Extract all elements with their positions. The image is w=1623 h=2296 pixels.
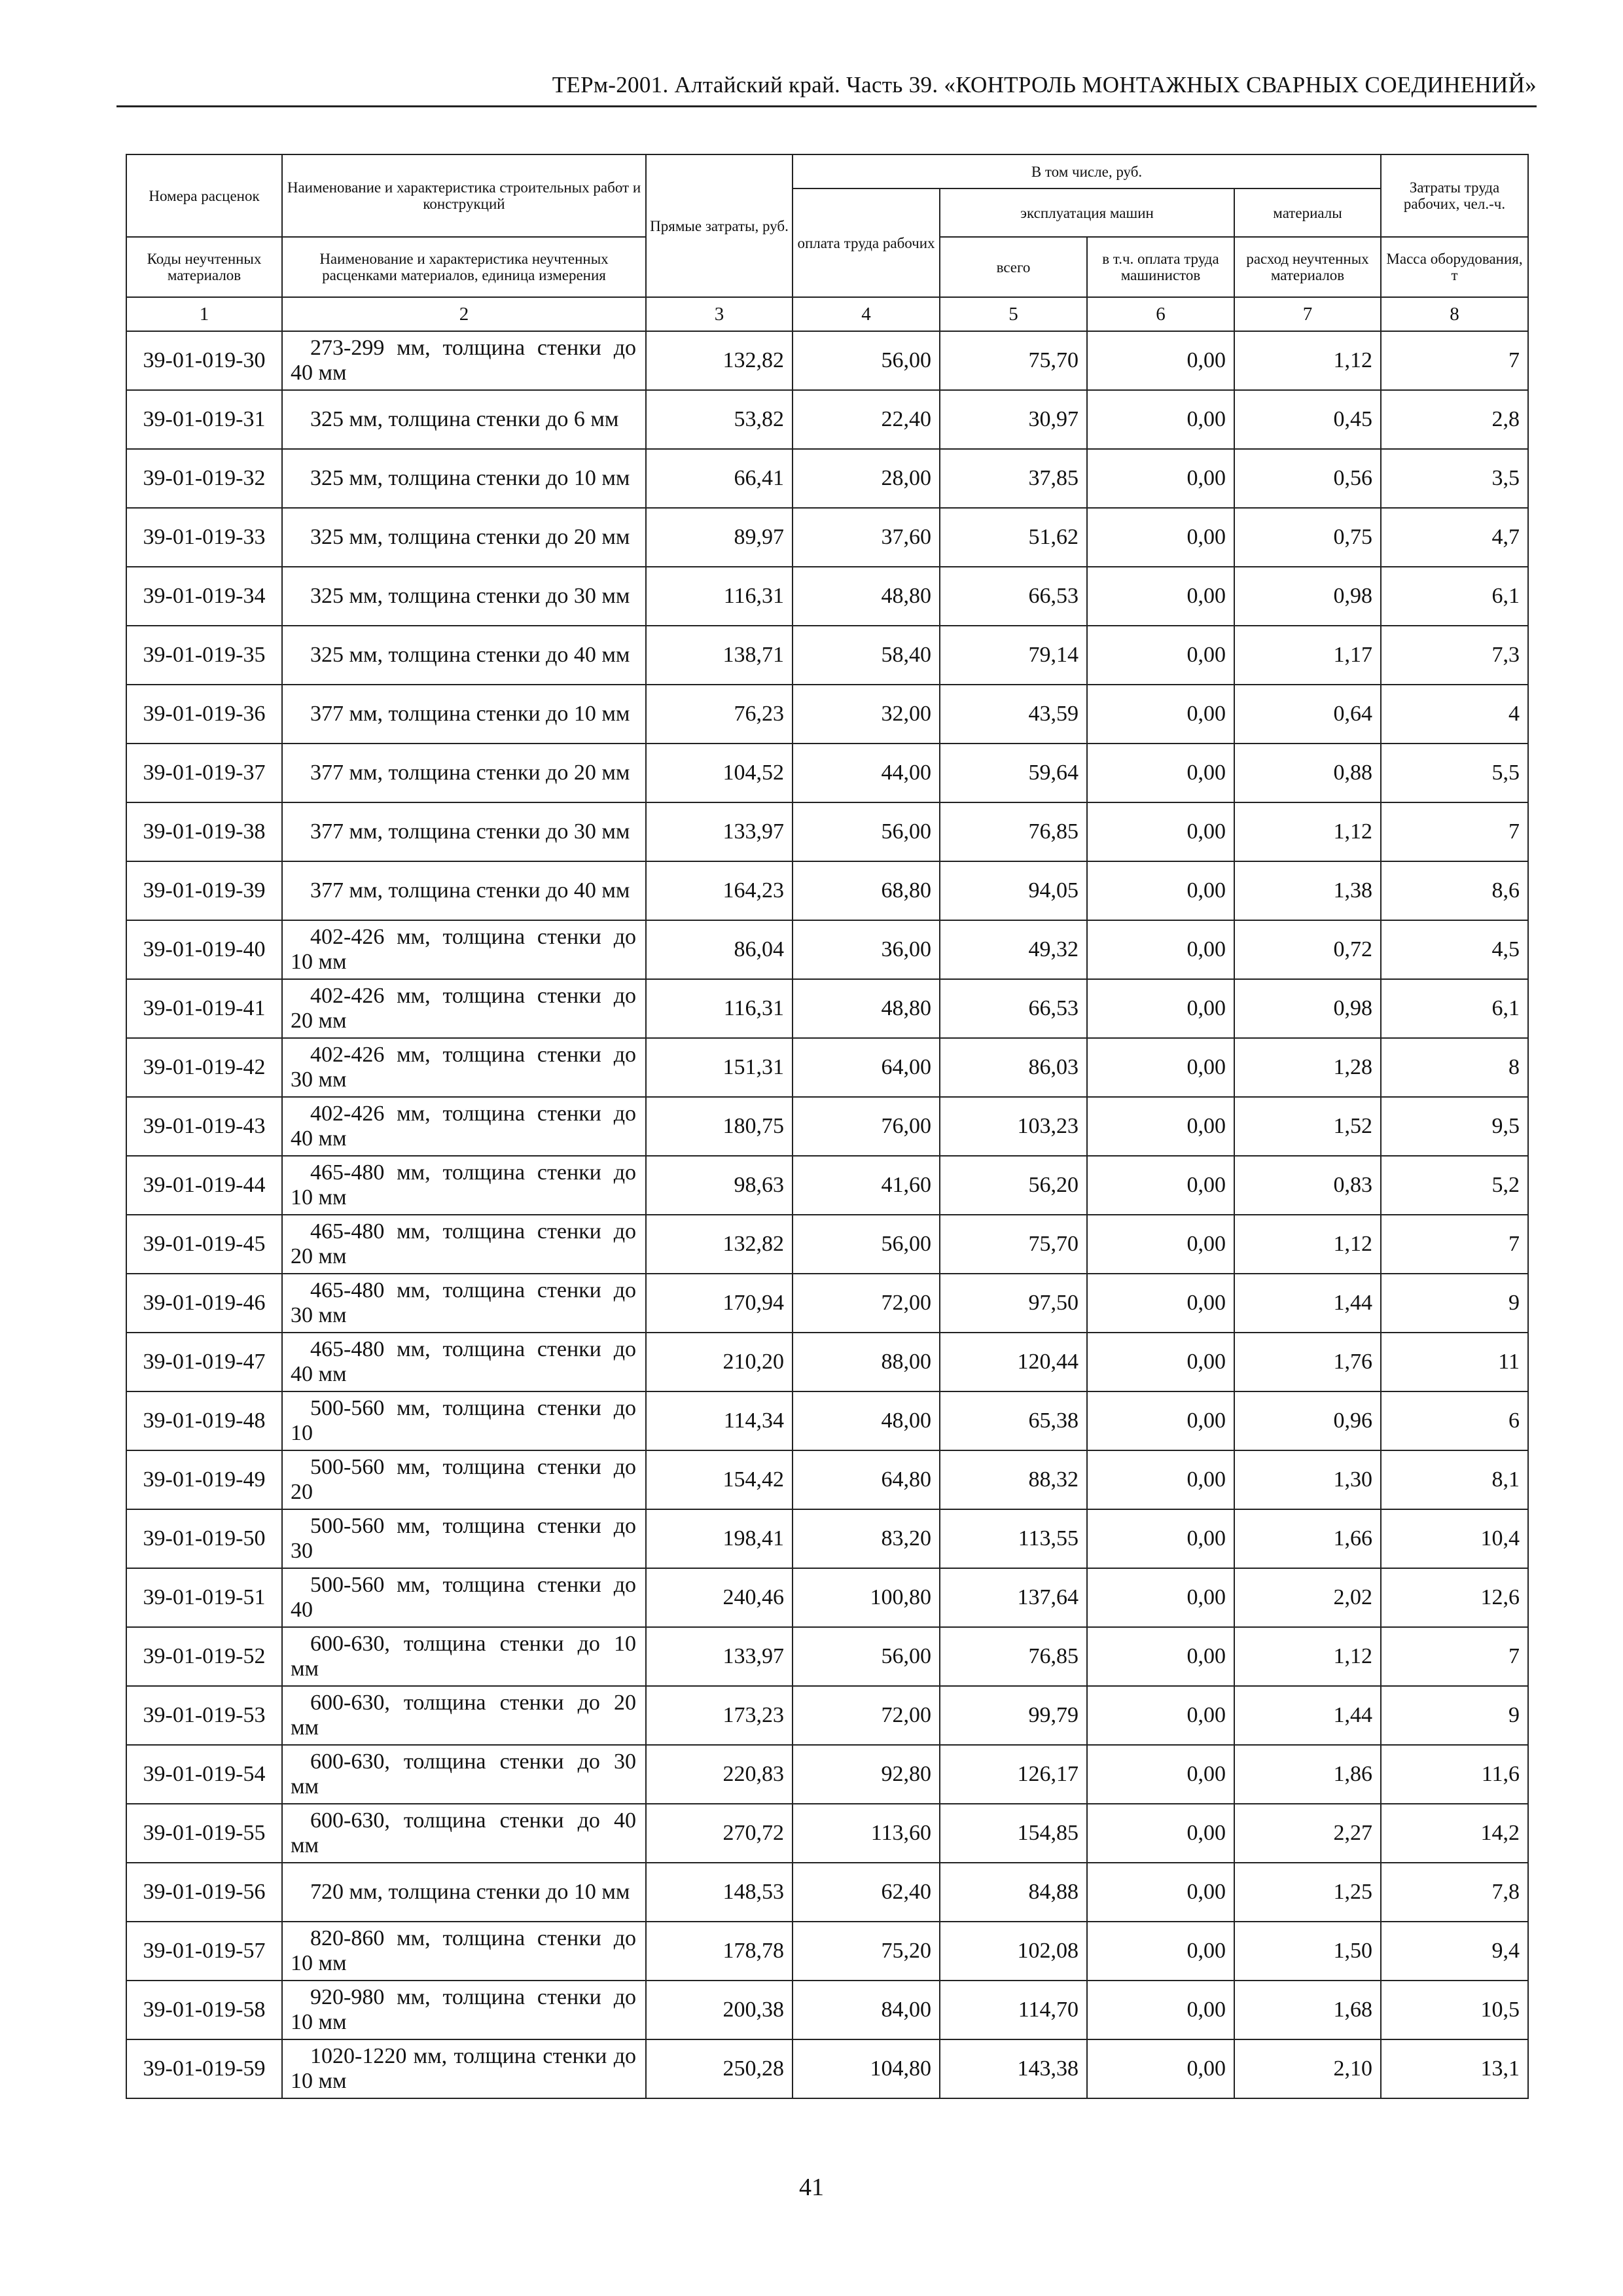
machines-total-cell: 154,85 [940,1804,1087,1863]
rate-code-cell: 39-01-019-45 [126,1215,282,1274]
operator-wages-cell: 0,00 [1087,1981,1234,2039]
materials-cell: 1,66 [1234,1509,1381,1568]
labor-hours-cell: 7,8 [1381,1863,1528,1922]
work-description-cell: 325 мм, толщина стенки до 20 мм [282,508,646,567]
work-description-cell: 465-480 мм, толщина стенки до 30 мм [282,1274,646,1333]
worker-wages-cell: 32,00 [793,685,940,744]
materials-cell: 1,44 [1234,1274,1381,1333]
table-row [126,1568,1528,1627]
worker-wages-cell: 41,60 [793,1156,940,1215]
machines-total-cell: 126,17 [940,1745,1087,1804]
work-description-cell: 1020-1220 мм, толщина стенки до 10 мм [282,2039,646,2098]
labor-hours-cell: 9,4 [1381,1922,1528,1981]
materials-cell: 0,64 [1234,685,1381,744]
work-description-cell: 325 мм, толщина стенки до 30 мм [282,567,646,626]
operator-wages-cell: 0,00 [1087,508,1234,567]
direct-costs-cell: 198,41 [646,1509,793,1568]
header-cell-rate-numbers: Номера расценок [126,154,282,237]
work-description-cell: 720 мм, толщина стенки до 10 мм [282,1863,646,1922]
table-row [126,449,1528,508]
operator-wages-cell: 0,00 [1087,1922,1234,1981]
work-description-cell: 500-560 мм, толщина стенки до 20 [282,1450,646,1509]
worker-wages-cell: 72,00 [793,1274,940,1333]
materials-cell: 1,38 [1234,861,1381,920]
column-number: 1 [126,297,282,331]
table-row [126,861,1528,920]
worker-wages-cell: 56,00 [793,331,940,390]
table-row [126,1804,1528,1863]
machines-total-cell: 56,20 [940,1156,1087,1215]
work-description-cell: 325 мм, толщина стенки до 10 мм [282,449,646,508]
work-description-cell: 377 мм, толщина стенки до 40 мм [282,861,646,920]
header-cell-equipment-mass: Масса оборудования, т [1381,237,1528,297]
rate-code-cell: 39-01-019-30 [126,331,282,390]
direct-costs-cell: 89,97 [646,508,793,567]
work-description-cell: 377 мм, толщина стенки до 10 мм [282,685,646,744]
worker-wages-cell: 76,00 [793,1097,940,1156]
work-description-cell: 465-480 мм, толщина стенки до 40 мм [282,1333,646,1391]
operator-wages-cell: 0,00 [1087,1509,1234,1568]
labor-hours-cell: 7 [1381,1215,1528,1274]
column-number: 7 [1234,297,1381,331]
materials-cell: 0,56 [1234,449,1381,508]
machines-total-cell: 37,85 [940,449,1087,508]
header-cell-worker-wages: оплата труда рабочих [793,188,940,297]
labor-hours-cell: 4,7 [1381,508,1528,567]
table-row [126,567,1528,626]
table-row [126,1981,1528,2039]
table-row [126,1745,1528,1804]
materials-cell: 0,45 [1234,390,1381,449]
operator-wages-cell: 0,00 [1087,1450,1234,1509]
column-number: 4 [793,297,940,331]
rate-code-cell: 39-01-019-59 [126,2039,282,2098]
table-body [126,154,1528,2098]
worker-wages-cell: 22,40 [793,390,940,449]
direct-costs-cell: 86,04 [646,920,793,979]
labor-hours-cell: 13,1 [1381,2039,1528,2098]
labor-hours-cell: 6,1 [1381,979,1528,1038]
labor-hours-cell: 8,6 [1381,861,1528,920]
labor-hours-cell: 9 [1381,1686,1528,1745]
direct-costs-cell: 270,72 [646,1804,793,1863]
table-row [126,626,1528,685]
running-header-title: ТЕРм-2001. Алтайский край. Часть 39. «КОНТРОЛЬ МОНТАЖНЫХ СВАРНЫХ СОЕДИНЕНИЙ» [552,72,1537,98]
rate-code-cell: 39-01-019-48 [126,1391,282,1450]
machines-total-cell: 66,53 [940,567,1087,626]
materials-cell: 1,12 [1234,802,1381,861]
worker-wages-cell: 64,80 [793,1450,940,1509]
machines-total-cell: 102,08 [940,1922,1087,1981]
operator-wages-cell: 0,00 [1087,626,1234,685]
rate-code-cell: 39-01-019-49 [126,1450,282,1509]
direct-costs-cell: 98,63 [646,1156,793,1215]
materials-cell: 1,86 [1234,1745,1381,1804]
operator-wages-cell: 0,00 [1087,1215,1234,1274]
work-description-cell: 500-560 мм, толщина стенки до 40 [282,1568,646,1627]
worker-wages-cell: 48,00 [793,1391,940,1450]
rate-code-cell: 39-01-019-52 [126,1627,282,1686]
materials-cell: 1,52 [1234,1097,1381,1156]
work-description-cell: 820-860 мм, толщина стенки до 10 мм [282,1922,646,1981]
worker-wages-cell: 48,80 [793,567,940,626]
machines-total-cell: 143,38 [940,2039,1087,2098]
table-row [126,331,1528,390]
work-description-cell: 600-630, толщина стенки до 20 мм [282,1686,646,1745]
header-row-1 [126,154,1528,188]
operator-wages-cell: 0,00 [1087,1568,1234,1627]
direct-costs-cell: 210,20 [646,1333,793,1391]
worker-wages-cell: 58,40 [793,626,940,685]
direct-costs-cell: 220,83 [646,1745,793,1804]
labor-hours-cell: 7,3 [1381,626,1528,685]
rate-code-cell: 39-01-019-40 [126,920,282,979]
rate-code-cell: 39-01-019-55 [126,1804,282,1863]
labor-hours-cell: 10,5 [1381,1981,1528,2039]
rate-code-cell: 39-01-019-32 [126,449,282,508]
operator-wages-cell: 0,00 [1087,1156,1234,1215]
materials-cell: 2,02 [1234,1568,1381,1627]
rate-code-cell: 39-01-019-46 [126,1274,282,1333]
column-number: 2 [282,297,646,331]
materials-cell: 1,25 [1234,1863,1381,1922]
header-cell-including-group: В том числе, руб. [793,154,1381,188]
worker-wages-cell: 56,00 [793,1215,940,1274]
materials-cell: 0,98 [1234,979,1381,1038]
labor-hours-cell: 4 [1381,685,1528,744]
work-description-cell: 377 мм, толщина стенки до 20 мм [282,744,646,802]
table-row [126,1450,1528,1509]
header-cell-material-names: Наименование и характеристика неучтенных расценками материалов, единица измерения [282,237,646,297]
table-row [126,802,1528,861]
work-description-cell: 377 мм, толщина стенки до 30 мм [282,802,646,861]
operator-wages-cell: 0,00 [1087,449,1234,508]
direct-costs-cell: 53,82 [646,390,793,449]
machines-total-cell: 97,50 [940,1274,1087,1333]
rate-code-cell: 39-01-019-57 [126,1922,282,1981]
table-row [126,1274,1528,1333]
operator-wages-cell: 0,00 [1087,1333,1234,1391]
labor-hours-cell: 9 [1381,1274,1528,1333]
labor-hours-cell: 10,4 [1381,1509,1528,1568]
machines-total-cell: 114,70 [940,1981,1087,2039]
materials-cell: 2,27 [1234,1804,1381,1863]
direct-costs-cell: 133,97 [646,1627,793,1686]
materials-cell: 2,10 [1234,2039,1381,2098]
machines-total-cell: 137,64 [940,1568,1087,1627]
direct-costs-cell: 154,42 [646,1450,793,1509]
table-row [126,744,1528,802]
machines-total-cell: 113,55 [940,1509,1087,1568]
work-description-cell: 325 мм, толщина стенки до 40 мм [282,626,646,685]
labor-hours-cell: 7 [1381,802,1528,861]
operator-wages-cell: 0,00 [1087,1686,1234,1745]
rate-code-cell: 39-01-019-42 [126,1038,282,1097]
operator-wages-cell: 0,00 [1087,802,1234,861]
operator-wages-cell: 0,00 [1087,920,1234,979]
worker-wages-cell: 28,00 [793,449,940,508]
materials-cell: 0,98 [1234,567,1381,626]
machines-total-cell: 30,97 [940,390,1087,449]
rate-code-cell: 39-01-019-39 [126,861,282,920]
labor-hours-cell: 4,5 [1381,920,1528,979]
direct-costs-cell: 200,38 [646,1981,793,2039]
worker-wages-cell: 88,00 [793,1333,940,1391]
rate-code-cell: 39-01-019-47 [126,1333,282,1391]
operator-wages-cell: 0,00 [1087,1274,1234,1333]
labor-hours-cell: 9,5 [1381,1097,1528,1156]
direct-costs-cell: 132,82 [646,331,793,390]
rate-code-cell: 39-01-019-53 [126,1686,282,1745]
work-description-cell: 465-480 мм, толщина стенки до 20 мм [282,1215,646,1274]
worker-wages-cell: 37,60 [793,508,940,567]
rate-code-cell: 39-01-019-44 [126,1156,282,1215]
work-description-cell: 402-426 мм, толщина стенки до 40 мм [282,1097,646,1156]
table-row [126,1863,1528,1922]
header-rule [116,105,1537,107]
column-number-row [126,297,1528,331]
column-number: 6 [1087,297,1234,331]
direct-costs-cell: 76,23 [646,685,793,744]
rate-code-cell: 39-01-019-37 [126,744,282,802]
table-row [126,2039,1528,2098]
rate-code-cell: 39-01-019-54 [126,1745,282,1804]
direct-costs-cell: 133,97 [646,802,793,861]
machines-total-cell: 66,53 [940,979,1087,1038]
machines-total-cell: 86,03 [940,1038,1087,1097]
work-description-cell: 273-299 мм, толщина стенки до 40 мм [282,331,646,390]
table-row [126,1156,1528,1215]
machines-total-cell: 43,59 [940,685,1087,744]
worker-wages-cell: 83,20 [793,1509,940,1568]
direct-costs-cell: 164,23 [646,861,793,920]
machines-total-cell: 120,44 [940,1333,1087,1391]
materials-cell: 1,12 [1234,1215,1381,1274]
labor-hours-cell: 5,5 [1381,744,1528,802]
direct-costs-cell: 180,75 [646,1097,793,1156]
work-description-cell: 600-630, толщина стенки до 40 мм [282,1804,646,1863]
direct-costs-cell: 138,71 [646,626,793,685]
rates-table [126,154,1529,2099]
machines-total-cell: 103,23 [940,1097,1087,1156]
materials-cell: 1,12 [1234,331,1381,390]
materials-cell: 0,96 [1234,1391,1381,1450]
machines-total-cell: 75,70 [940,331,1087,390]
direct-costs-cell: 104,52 [646,744,793,802]
labor-hours-cell: 2,8 [1381,390,1528,449]
materials-cell: 1,50 [1234,1922,1381,1981]
worker-wages-cell: 104,80 [793,2039,940,2098]
work-description-cell: 500-560 мм, толщина стенки до 10 [282,1391,646,1450]
direct-costs-cell: 250,28 [646,2039,793,2098]
table-row [126,1038,1528,1097]
direct-costs-cell: 132,82 [646,1215,793,1274]
worker-wages-cell: 92,80 [793,1745,940,1804]
work-description-cell: 402-426 мм, толщина стенки до 10 мм [282,920,646,979]
header-cell-material-codes: Коды неучтенных материалов [126,237,282,297]
work-description-cell: 500-560 мм, толщина стенки до 30 [282,1509,646,1568]
materials-cell: 1,68 [1234,1981,1381,2039]
materials-cell: 1,28 [1234,1038,1381,1097]
header-cell-materials: материалы [1234,188,1381,237]
table-row [126,1627,1528,1686]
column-number: 8 [1381,297,1528,331]
direct-costs-cell: 114,34 [646,1391,793,1450]
worker-wages-cell: 44,00 [793,744,940,802]
direct-costs-cell: 178,78 [646,1922,793,1981]
rate-code-cell: 39-01-019-38 [126,802,282,861]
rate-code-cell: 39-01-019-43 [126,1097,282,1156]
work-description-cell: 325 мм, толщина стенки до 6 мм [282,390,646,449]
table-row [126,920,1528,979]
labor-hours-cell: 11,6 [1381,1745,1528,1804]
materials-cell: 1,76 [1234,1333,1381,1391]
table-row [126,1686,1528,1745]
direct-costs-cell: 170,94 [646,1274,793,1333]
labor-hours-cell: 14,2 [1381,1804,1528,1863]
header-cell-labor-hours: Затраты труда рабочих, чел.-ч. [1381,154,1528,237]
materials-cell: 0,75 [1234,508,1381,567]
table-row [126,1333,1528,1391]
worker-wages-cell: 68,80 [793,861,940,920]
operator-wages-cell: 0,00 [1087,1804,1234,1863]
header-cell-direct-costs: Прямые затраты, руб. [646,154,793,297]
machines-total-cell: 49,32 [940,920,1087,979]
worker-wages-cell: 113,60 [793,1804,940,1863]
operator-wages-cell: 0,00 [1087,861,1234,920]
rate-code-cell: 39-01-019-51 [126,1568,282,1627]
machines-total-cell: 59,64 [940,744,1087,802]
operator-wages-cell: 0,00 [1087,331,1234,390]
labor-hours-cell: 8 [1381,1038,1528,1097]
operator-wages-cell: 0,00 [1087,1097,1234,1156]
machines-total-cell: 65,38 [940,1391,1087,1450]
machines-total-cell: 51,62 [940,508,1087,567]
table-row [126,685,1528,744]
direct-costs-cell: 116,31 [646,567,793,626]
labor-hours-cell: 5,2 [1381,1156,1528,1215]
header-cell-operator-wages: в т.ч. оплата труда машинистов [1087,237,1234,297]
materials-cell: 1,17 [1234,626,1381,685]
operator-wages-cell: 0,00 [1087,1391,1234,1450]
header-cell-machines-total: всего [940,237,1087,297]
labor-hours-cell: 11 [1381,1333,1528,1391]
worker-wages-cell: 100,80 [793,1568,940,1627]
column-number: 3 [646,297,793,331]
materials-cell: 0,83 [1234,1156,1381,1215]
operator-wages-cell: 0,00 [1087,685,1234,744]
worker-wages-cell: 62,40 [793,1863,940,1922]
operator-wages-cell: 0,00 [1087,1627,1234,1686]
worker-wages-cell: 56,00 [793,802,940,861]
page-number: 41 [799,2174,824,2201]
machines-total-cell: 79,14 [940,626,1087,685]
labor-hours-cell: 6,1 [1381,567,1528,626]
labor-hours-cell: 7 [1381,1627,1528,1686]
operator-wages-cell: 0,00 [1087,979,1234,1038]
labor-hours-cell: 6 [1381,1391,1528,1450]
materials-cell: 1,12 [1234,1627,1381,1686]
table-row [126,1215,1528,1274]
direct-costs-cell: 148,53 [646,1863,793,1922]
rate-code-cell: 39-01-019-36 [126,685,282,744]
rate-code-cell: 39-01-019-35 [126,626,282,685]
rate-code-cell: 39-01-019-41 [126,979,282,1038]
materials-cell: 1,30 [1234,1450,1381,1509]
table-row [126,390,1528,449]
header-cell-machine-operation: эксплуатация машин [940,188,1234,237]
direct-costs-cell: 173,23 [646,1686,793,1745]
work-description-cell: 600-630, толщина стенки до 10 мм [282,1627,646,1686]
rate-code-cell: 39-01-019-33 [126,508,282,567]
operator-wages-cell: 0,00 [1087,390,1234,449]
labor-hours-cell: 7 [1381,331,1528,390]
worker-wages-cell: 48,80 [793,979,940,1038]
worker-wages-cell: 72,00 [793,1686,940,1745]
rate-code-cell: 39-01-019-56 [126,1863,282,1922]
labor-hours-cell: 8,1 [1381,1450,1528,1509]
work-description-cell: 402-426 мм, толщина стенки до 20 мм [282,979,646,1038]
worker-wages-cell: 84,00 [793,1981,940,2039]
rate-code-cell: 39-01-019-34 [126,567,282,626]
operator-wages-cell: 0,00 [1087,2039,1234,2098]
machines-total-cell: 76,85 [940,1627,1087,1686]
machines-total-cell: 88,32 [940,1450,1087,1509]
machines-total-cell: 76,85 [940,802,1087,861]
machines-total-cell: 99,79 [940,1686,1087,1745]
table-row [126,1097,1528,1156]
work-description-cell: 402-426 мм, толщина стенки до 30 мм [282,1038,646,1097]
work-description-cell: 920-980 мм, толщина стенки до 10 мм [282,1981,646,2039]
table-row [126,508,1528,567]
worker-wages-cell: 64,00 [793,1038,940,1097]
direct-costs-cell: 116,31 [646,979,793,1038]
machines-total-cell: 84,88 [940,1863,1087,1922]
labor-hours-cell: 3,5 [1381,449,1528,508]
table-row [126,1922,1528,1981]
materials-cell: 0,88 [1234,744,1381,802]
rate-code-cell: 39-01-019-58 [126,1981,282,2039]
worker-wages-cell: 36,00 [793,920,940,979]
table-row [126,1509,1528,1568]
worker-wages-cell: 75,20 [793,1922,940,1981]
operator-wages-cell: 0,00 [1087,1038,1234,1097]
header-cell-material-consumption: расход неучтенных материалов [1234,237,1381,297]
work-description-cell: 465-480 мм, толщина стенки до 10 мм [282,1156,646,1215]
column-number: 5 [940,297,1087,331]
machines-total-cell: 75,70 [940,1215,1087,1274]
machines-total-cell: 94,05 [940,861,1087,920]
rate-code-cell: 39-01-019-50 [126,1509,282,1568]
direct-costs-cell: 240,46 [646,1568,793,1627]
direct-costs-cell: 66,41 [646,449,793,508]
operator-wages-cell: 0,00 [1087,1745,1234,1804]
table-row [126,1391,1528,1450]
worker-wages-cell: 56,00 [793,1627,940,1686]
direct-costs-cell: 151,31 [646,1038,793,1097]
rate-code-cell: 39-01-019-31 [126,390,282,449]
materials-cell: 1,44 [1234,1686,1381,1745]
operator-wages-cell: 0,00 [1087,567,1234,626]
operator-wages-cell: 0,00 [1087,744,1234,802]
materials-cell: 0,72 [1234,920,1381,979]
labor-hours-cell: 12,6 [1381,1568,1528,1627]
header-cell-work-name: Наименование и характеристика строительных работ и конструкций [282,154,646,237]
table-row [126,979,1528,1038]
operator-wages-cell: 0,00 [1087,1863,1234,1922]
work-description-cell: 600-630, толщина стенки до 30 мм [282,1745,646,1804]
